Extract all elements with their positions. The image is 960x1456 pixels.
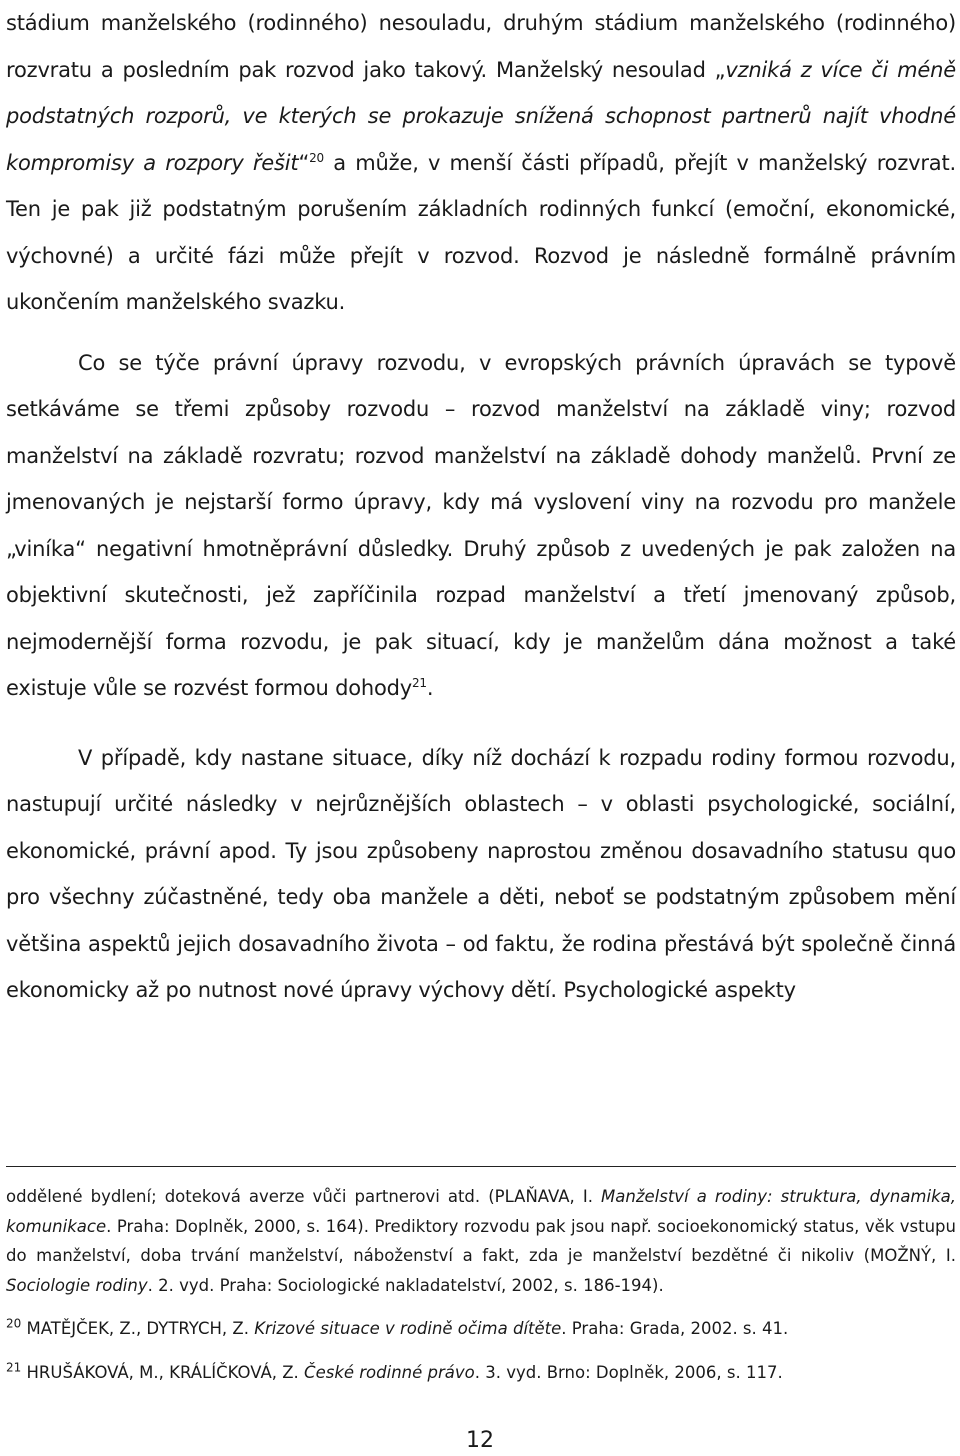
footnote-continued-text-c: . Praha: Doplněk, 2000, s. 164). Prediktory rozvodu pak jsou např. socioekonomický status, věk vstupu do manželství, doba trvání manželství, náboženství a fakt, zda je manželství bezdětné či nikoliv (MOŽNÝ, I. [6, 1216, 956, 1265]
footnote-number-20: 20 [6, 1316, 22, 1331]
paragraph-2-text-a: Co se týče právní úpravy rozvodu, v evropských právních úpravách se typově setkáváme se třemi způsoby rozvodu – rozvod manželství na základě viny; rozvod manželství na základě rozvratu; rozvod manželství na základě dohody manželů. První ze jmenovaných je nejstarší formo úpravy, kdy má vyslovení viny na rozvodu pro manžele „viníka“ negativní hmotněprávní důsledky. Druhý způsob z uvedených je pak založen na objektivní skutečnosti, jež zapříčinila rozpad manželství a třetí jmenovaný způsob, nejmodernější forma rozvodu, je pak situací, kdy je manželům dána možnost a také existuje vůle se rozvést formou dohody [6, 350, 956, 700]
footnote-20-title: Krizové situace v rodině očima dítěte [254, 1319, 562, 1338]
footnote-21-authors: HRUŠÁKOVÁ, M., KRÁLÍČKOVÁ, Z. [21, 1362, 305, 1382]
paragraph-1-quote-text: vzniká z více či méně podstatných rozporů, ve kterých se prokazuje snížená schopnost partnerů najít vhodné kompromisy a rozpory řešit [6, 57, 956, 175]
footnote-continued-title-1: Manželství a rodiny: struktura, dynamika, komunikace [6, 1187, 957, 1236]
quote-close: “ [298, 150, 310, 175]
footnote-20-authors: MATĚJČEK, Z., DYTRYCH, Z. [21, 1319, 255, 1338]
footnote-20 [6, 1314, 956, 1344]
footnote-number-21: 21 [6, 1360, 22, 1374]
page-content [6, 0, 956, 1014]
footnote-ref-20[interactable]: 20 [309, 150, 324, 165]
footnote-separator [6, 1166, 956, 1167]
body-text [6, 0, 956, 1014]
footnote-21 [6, 1358, 956, 1388]
footnote-21-publisher: . 3. vyd. Brno: Doplněk, 2006, s. 117. [474, 1362, 783, 1382]
footnotes [6, 1182, 956, 1387]
footnote-21-title: České rodinné právo [304, 1362, 475, 1382]
paragraph-2 [6, 340, 956, 712]
paragraph-1-text-a: stádium manželského (rodinného) nesouladu, druhým stádium manželského (rodinného) rozvratu a posledním pak rozvod jako takový. Manželský nesoulad [6, 11, 956, 82]
paragraph-1-text-c: a může, v menší části případů, přejít v manželský rozvrat. Ten je pak již podstatným porušením základních rodinných funkcí (emoční, ekonomické, výchovné) a určité fázi může přejít v rozvod. Rozvod je následně formálně právním ukončením manželského svazku. [6, 150, 956, 314]
footnote-continued-title-2: Sociologie rodiny [6, 1275, 148, 1295]
quote-open: „ [714, 57, 726, 82]
footnote-continued [6, 1182, 956, 1300]
paragraph-1 [6, 0, 956, 326]
footnote-continued-text-e: . 2. vyd. Praha: Sociologické nakladatelství, 2002, s. 186-194). [147, 1275, 664, 1295]
paragraph-3: V případě, kdy nastane situace, díky níž dochází k rozpadu rodiny formou rozvodu, nastupují určité následky v nejrůznějších oblastech – v oblasti psychologické, sociální, ekonomické, právní apod. Ty jsou způsobeny naprostou změnou dosavadního statusu quo pro všechny zúčastněné, tedy oba manžele a děti, neboť se podstatným způsobem mění většina aspektů jejich dosavadního života – od faktu, že rodina přestává být společně činná ekonomicky až po nutnost nové úpravy výchovy dětí. Psychologické aspekty [6, 745, 956, 1002]
footnote-continued-text-a: oddělené bydlení; doteková averze vůči partnerovi atd. (PLAŇAVA, I. [6, 1187, 602, 1206]
page-number: 12 [466, 1428, 494, 1453]
footnote-20-publisher: . Praha: Grada, 2002. s. 41. [561, 1319, 789, 1338]
paragraph-2-text-b: . [426, 676, 434, 700]
footnote-ref-21[interactable]: 21 [411, 676, 427, 690]
